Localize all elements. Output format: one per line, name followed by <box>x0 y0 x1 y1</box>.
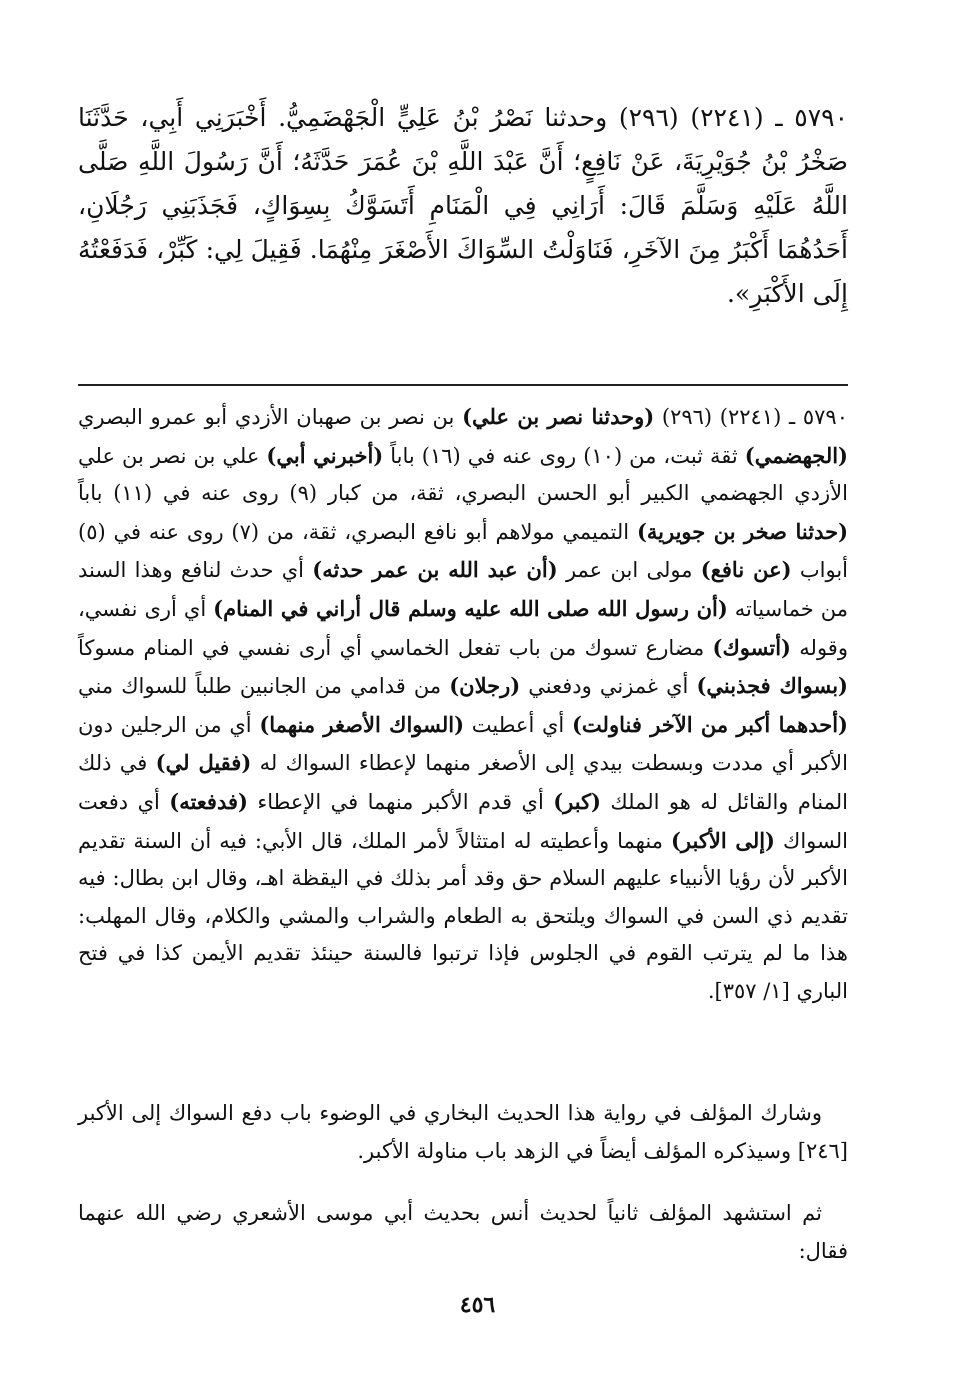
commentary-bold-segment: (السواك الأصغر منهما) <box>259 711 465 737</box>
transition-paragraph <box>78 1194 848 1270</box>
transition-text: ثم استشهد المؤلف ثانياً لحديث أنس بحديث أبي موسى الأشعري رضي الله عنهما فقال: <box>78 1201 848 1263</box>
commentary-segment: ثقة ثبت، من (١٠) روى عنه في (١٦) باباً <box>383 443 745 468</box>
commentary-segment: مضارع تسوك من باب تفعل الخماسي أي أرى نفسي في المنام مسوكاً <box>78 635 713 660</box>
commentary-segment: من قدامي من الجانبين طلباً للسواك مني <box>78 674 450 699</box>
commentary-bold-segment: (أحدهما أكبر من الآخر فناولت) <box>571 711 848 737</box>
commentary-segment: أي قدم الأكبر منهما في الإعطاء <box>247 789 554 814</box>
commentary-bold-segment: (الجهضمي) <box>744 442 848 468</box>
commentary-segment: أي حدث لنافع وهذا السند من خماسياته <box>78 558 848 621</box>
commentary-bold-segment: (أتسوك) <box>712 634 791 660</box>
commentary-bold-segment: (إلى الأكبر) <box>670 827 775 853</box>
commentary-segment: أي غمزني ودفعني <box>520 674 697 699</box>
footnote-divider <box>78 384 848 386</box>
commentary-bold-segment: (أن رسول الله صلى الله عليه وسلم قال أراني في المنام) <box>213 595 728 621</box>
commentary-bold-segment: (بسواك فجذبني) <box>696 673 848 699</box>
commentary-bold-segment: (وحدثنا نصر بن علي) <box>462 404 655 429</box>
commentary-segment: بن نصر بن صهبان الأزدي أبو عمرو البصري <box>78 405 463 429</box>
commentary-segment: أي دفعت السواك <box>78 789 848 853</box>
commentary-bold-segment: (أن عبد الله بن عمر حدثه) <box>312 557 558 583</box>
commentary-segment: علي بن نصر بن علي الأزدي الجهضمي الكبير أبو الحسن البصري، ثقة، من كبار (٩) روى عنه في (١١) باباً <box>78 443 848 506</box>
commentary-bold-segment: (أخبرني أبي) <box>266 442 384 468</box>
commentary-bold-segment: (كبر) <box>553 788 601 814</box>
commentary-segment: مولى ابن عمر <box>557 558 701 583</box>
commentary-segment: منهما وأعطيته له امتثالاً لأمر الملك، قال الأبي: فيه أن السنة تقديم الأكبر لأن رؤيا الأنبياء عليهم السلام حق وقد أمر بذلك في اليقظة اهـ، وقال ابن بطال: فيه تقديم ذي السن في السواك ويلتحق به الطعام والشراب والمشي والكلام، وقال المهلب: هذا ما لم يترتب القوم في الجلوس فإذا ترتبوا فالسنة حينئذ تقديم الأيمن كذا في فتح الباري [١/ ٣٥٧]. <box>78 828 848 1003</box>
commentary-segment: أي أرى نفسي، وقوله <box>78 596 848 660</box>
commentary-bold-segment: (عن نافع) <box>700 557 792 583</box>
cross-reference-paragraph <box>78 1094 848 1170</box>
commentary-segment: أي أعطيت <box>464 712 572 737</box>
commentary-bold-segment: (فقيل لي) <box>155 750 252 776</box>
page-number: ٤٥٦ <box>459 1292 496 1318</box>
commentary-segment: ٥٧٩٠ ـ (٢٢٤١) (٢٩٦) <box>654 405 848 429</box>
hadith-text <box>78 96 848 316</box>
commentary-bold-segment: (رجلان) <box>449 673 521 699</box>
commentary-segment: أي من الرجلين دون الأكبر أي مددت وبسطت بيدي إلى الأصغر منهما لإعطاء السواك له <box>78 712 848 776</box>
commentary-segment: في ذلك المنام والقائل له هو الملك <box>78 751 848 814</box>
cross-reference-text: وشارك المؤلف في رواية هذا الحديث البخاري في الوضوء باب دفع السواك إلى الأكبر [٢٤٦] وسيذكره المؤلف أيضاً في الزهد باب مناولة الأكبر. <box>78 1101 848 1163</box>
commentary-bold-segment: (فدفعته) <box>169 788 248 814</box>
commentary-bold-segment: (حدثنا صخر بن جويرية) <box>636 518 849 544</box>
commentary-text <box>78 398 848 1011</box>
hadith-body: ٥٧٩٠ ـ (٢٢٤١) (٢٩٦) وحدثنا نَصْرُ بْنُ عَلِيٍّ الْجَهْضَمِيُّ. أَخْبَرَنِي أَبِي، حَدَّثَنَا صَخْرُ بْنُ جُوَيْرِيَةَ، عَنْ نَافِعٍ؛ أَنَّ عَبْدَ اللَّهِ بْنَ عُمَرَ حَدَّثَهُ؛ أَنَّ رَسُولَ اللَّهِ صَلَّى اللَّهُ عَلَيْهِ وَسَلَّمَ قَالَ: أَرَانِي فِي الْمَنَامِ أَتَسَوَّكُ بِسِوَاكٍ، فَجَذَبَنِي رَجُلَانِ، أَحَدُهُمَا أَكْبَرُ مِنَ الآخَرِ، فَنَاوَلْتُ السِّوَاكَ الأَصْغَرَ مِنْهُمَا. فَقِيلَ لِي: كَبِّرْ، فَدَفَعْتُهُ إِلَى الأَكْبَرِ». <box>78 103 848 308</box>
commentary-segment: التميمي مولاهم أبو نافع البصري، ثقة، من (٧) روى عنه في (٥) أبواب <box>78 519 848 583</box>
